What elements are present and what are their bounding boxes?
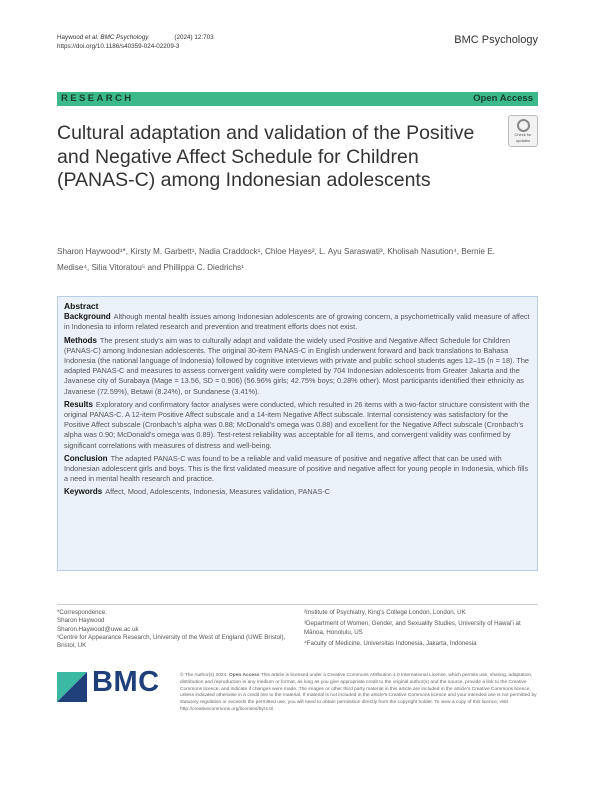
- article-type-banner: [57, 92, 538, 106]
- correspondence-block: [57, 609, 297, 650]
- footnote-divider: [57, 604, 538, 605]
- background-text: Although mental health issues among Indonesian adolescents are of growing concern, a psychometrically valid measure of affect in Indonesia to inform related research and prevention and treatment efforts does not exist.: [64, 312, 530, 332]
- results-label: Results: [64, 399, 93, 409]
- license-body: This article is licensed under a Creative Commons Attribution 4.0 International License, which permits use, sharing, adaptation, distribution and reproduction in any medium or format, as long as you give appropriate credit to the original author(s) and the source, provide a link to the Creative Commons licence, and indicate if changes were made. The images or other third party material in this article are included in the article's Creative Commons licence, unless indicated otherwise in a credit line to the material. If material is not included in the article's Creative Commons licence and your intended use is not permitted by statutory regulation or exceeds the permitted use, you will need to obtain permission directly from the copyright holder. To view a copy of this licence, visit http://creativecommons.org/licenses/by/4.0/.: [180, 673, 537, 712]
- affiliation-item: ⁴Faculty of Medicine, Universitas Indonesia, Jakarta, Indonesia: [304, 639, 477, 647]
- open-access-note: Open Access: [229, 673, 260, 678]
- keywords-text: Affect, Mood, Adolescents, Indonesia, Measures validation, PANAS-C: [105, 487, 331, 497]
- doi-link[interactable]: https://doi.org/10.1186/s40359-024-02209-3: [57, 43, 180, 50]
- crossmark-label-1: Check for: [514, 132, 532, 137]
- abstract-methods: [64, 336, 531, 397]
- methods-text: The present study's aim was to culturally adapt and validate the widely used Positive and Negative Affect Schedule for Children (PANAS-C) among Indonesian adolescents. The original 30-item PANAS-C in English underwent forward and back translations to Bahasa Indonesia (the national language of Indonesia) followed by cognitive interviews with private and public school students ages 12–15 (n = 18). The adapted PANAS-C and measures to assess convergent validity were completed by 704 Indonesian adolescents from Greater Jakarta and the Javanese city of Surabaya (Mage = 13.56, SD = 0.906) (56.96% girls; 42.75% boys; 0.28% other). Most participants identified their ethnicity as Javanese (72.59%), Betawi (8.24%), or Sundanese (3.41%).: [64, 335, 529, 396]
- abstract-heading: Abstract: [64, 301, 99, 311]
- background-label: Background: [64, 312, 111, 322]
- correspondence-label: *Correspondence:: [57, 609, 107, 616]
- abstract-keywords: [64, 487, 531, 497]
- abstract-box: [57, 296, 538, 571]
- bmc-logo-text: BMC: [92, 666, 160, 698]
- running-header: [57, 33, 214, 51]
- crossmark-label-2: updates: [515, 137, 531, 143]
- affiliations-block: [304, 609, 538, 651]
- citation-year: (2024) 12:703: [174, 34, 214, 41]
- abstract-results: [64, 400, 531, 451]
- keywords-label: Keywords: [64, 487, 103, 497]
- citation-authors: Haywood: [57, 34, 86, 41]
- copyright-notice: © The Author(s) 2024.: [180, 673, 228, 678]
- affiliation-item: ³Department of Women, Gender, and Sexuality Studies, University of Hawai'i at Mānoa, Honolulu, US: [304, 620, 521, 636]
- citation-journal: et al. BMC Psychology: [85, 34, 149, 41]
- correspondence-affiliation: ¹Centre for Appearance Research, University of the West of England (UWE Bristol), Bristol, UK: [57, 633, 286, 650]
- crossmark-icon: [517, 119, 530, 132]
- check-for-updates-button[interactable]: [508, 115, 538, 147]
- correspondence-name: Sharon Haywood: [57, 617, 105, 625]
- author-list: Sharon Haywood¹*, Kirsty M. Garbett¹, Nadia Craddock¹, Chloe Hayes², L. Ayu Saraswati³, Kholisah Nasution⁴, Bernie E. Medise⁴, Silia Vitoratou⁵ and Phillippa C. Diedrichs¹: [57, 247, 495, 272]
- license-text: [180, 673, 540, 714]
- correspondence-email[interactable]: Sharon.Haywood@uwe.ac.uk: [57, 625, 139, 633]
- citation-line: [57, 33, 214, 42]
- conclusion-label: Conclusion: [64, 453, 108, 463]
- article-title: Cultural adaptation and validation of the Positive and Negative Affect Schedule for Children (PANAS-C) among Indonesian adolescents: [57, 122, 475, 191]
- abstract-conclusion: [64, 454, 531, 485]
- open-access-label: Open Access: [473, 93, 533, 104]
- section-label: RESEARCH: [61, 93, 134, 104]
- abstract-background: [64, 312, 531, 332]
- methods-label: Methods: [64, 335, 97, 345]
- results-text: Exploratory and confirmatory factor analyses were conducted, which resulted in 26 items with a two-factor structure consistent with the original PANAS-C. A 12-item Positive Affect subscale and a 14-item Negative Affect subscale. Internal consistency was satisfactory for the Positive Affect subscale (Cronbach's alpha was 0.88; McDonald's omega was 0.88) and excellent for the Negative Affect subscale (Cronbach's alpha was 0.90; McDonald's omega was 0.89). Test-retest reliability was acceptable for all items, and convergent validity was confirmed by significant correlations with measures of distress and well-being.: [64, 399, 530, 450]
- journal-name: BMC Psychology: [454, 34, 538, 46]
- affiliation-item: ²Institute of Psychiatry, King's College London, London, UK: [304, 609, 466, 616]
- conclusion-text: The adapted PANAS-C was found to be a reliable and valid measure of positive and negative affect that can be used with Indonesian adolescent girls and boys. This is the first validated measure of positive and negative affect for young people in Indonesia, which fills a need in mental health research and practice.: [64, 453, 529, 484]
